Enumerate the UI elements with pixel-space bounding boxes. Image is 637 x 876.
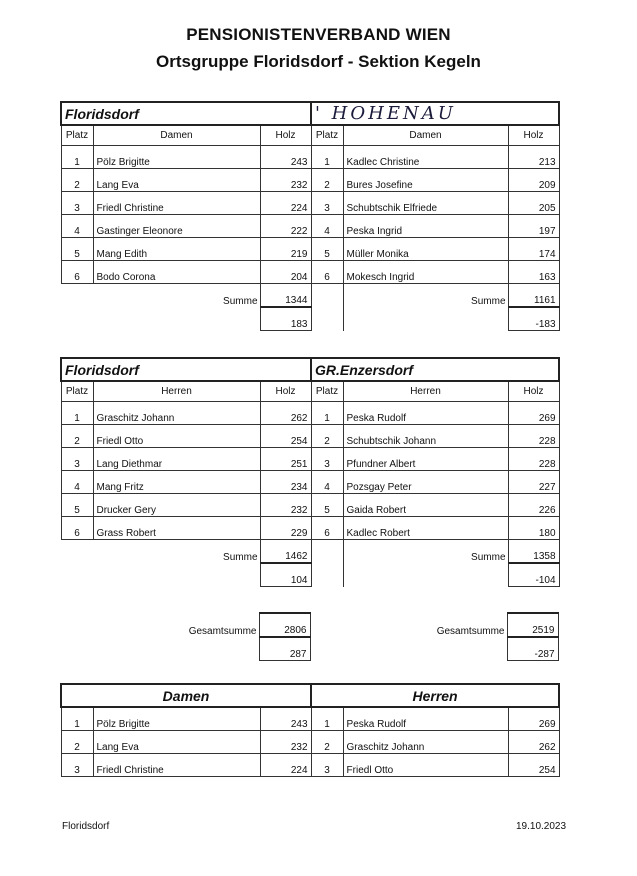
col-header-herren: Herren xyxy=(93,381,260,402)
name-cell: Friedl Otto xyxy=(93,425,260,448)
name-cell: Peska Rudolf xyxy=(343,707,508,731)
name-cell: Graschitz Johann xyxy=(343,731,508,754)
table-row xyxy=(61,169,559,192)
difference-value: 104 xyxy=(260,563,311,587)
platz-cell: 6 xyxy=(311,517,343,540)
holz-cell: 180 xyxy=(508,517,559,540)
holz-cell: 219 xyxy=(260,238,311,261)
gesamtsumme-table xyxy=(60,612,559,661)
platz-cell: 3 xyxy=(311,192,343,215)
name-cell: Mokesch Ingrid xyxy=(343,261,508,284)
table-row xyxy=(61,754,559,777)
gesamtsumme-label: Gesamtsumme xyxy=(436,626,505,637)
footer-location: Floridsdorf xyxy=(62,821,110,832)
herren-right-team: GR.Enzersdorf xyxy=(311,358,559,381)
platz-cell: 2 xyxy=(311,731,343,754)
best-herren-title: Herren xyxy=(311,684,559,707)
platz-cell: 1 xyxy=(61,402,93,425)
holz-cell: 232 xyxy=(260,731,311,754)
name-cell: Pölz Brigitte xyxy=(93,707,260,731)
table-row xyxy=(61,731,559,754)
col-header-damen: Damen xyxy=(93,125,260,146)
platz-cell: 4 xyxy=(311,471,343,494)
name-cell: Friedl Otto xyxy=(343,754,508,777)
platz-cell: 3 xyxy=(61,192,93,215)
platz-cell: 2 xyxy=(61,731,93,754)
holz-cell: 262 xyxy=(260,402,311,425)
gesamtsumme-difference: -287 xyxy=(507,637,558,661)
holz-cell: 224 xyxy=(260,754,311,777)
holz-cell: 213 xyxy=(508,146,559,169)
platz-cell: 1 xyxy=(61,707,93,731)
name-cell: Peska Ingrid xyxy=(343,215,508,238)
table-row xyxy=(61,494,559,517)
holz-cell: 226 xyxy=(508,494,559,517)
platz-cell: 1 xyxy=(311,402,343,425)
name-cell: Drucker Gery xyxy=(93,494,260,517)
platz-cell: 1 xyxy=(311,707,343,731)
holz-cell: 243 xyxy=(260,146,311,169)
platz-cell: 5 xyxy=(61,494,93,517)
gesamtsumme-difference: 287 xyxy=(259,637,310,661)
summe-value: 1462 xyxy=(260,540,311,564)
summe-value: 1358 xyxy=(508,540,559,564)
table-row xyxy=(61,261,559,284)
page-subtitle: Ortsgruppe Floridsdorf - Sektion Kegeln xyxy=(156,52,481,71)
name-cell: Peska Rudolf xyxy=(343,402,508,425)
name-cell: Friedl Christine xyxy=(93,192,260,215)
col-header-holz: Holz xyxy=(508,381,559,402)
name-cell: Pölz Brigitte xyxy=(93,146,260,169)
table-row xyxy=(61,215,559,238)
best-players-table xyxy=(60,683,560,777)
holz-cell: 228 xyxy=(508,425,559,448)
col-header-herren: Herren xyxy=(343,381,508,402)
gesamtsumme-value: 2519 xyxy=(507,613,558,637)
name-cell: Schubtschik Elfriede xyxy=(343,192,508,215)
holz-cell: 269 xyxy=(508,707,559,731)
name-cell: Pfundner Albert xyxy=(343,448,508,471)
holz-cell: 251 xyxy=(260,448,311,471)
table-row xyxy=(61,471,559,494)
platz-cell: 4 xyxy=(61,215,93,238)
col-header-holz: Holz xyxy=(260,381,311,402)
name-cell: Pozsgay Peter xyxy=(343,471,508,494)
name-cell: Lang Diethmar xyxy=(93,448,260,471)
col-header-platz: Platz xyxy=(311,381,343,402)
platz-cell: 2 xyxy=(61,169,93,192)
platz-cell: 6 xyxy=(311,261,343,284)
summe-label: Summe xyxy=(471,296,506,307)
name-cell: Schubtschik Johann xyxy=(343,425,508,448)
platz-cell: 6 xyxy=(61,261,93,284)
platz-cell: 3 xyxy=(61,448,93,471)
page-title: PENSIONISTENVERBAND WIEN xyxy=(186,25,451,44)
table-row xyxy=(61,707,559,731)
name-cell: Kadlec Robert xyxy=(343,517,508,540)
name-cell: Kadlec Christine xyxy=(343,146,508,169)
holz-cell: 254 xyxy=(508,754,559,777)
table-row xyxy=(61,192,559,215)
gesamtsumme-value: 2806 xyxy=(259,613,310,637)
herren-match-table xyxy=(60,357,560,587)
gesamtsumme-label: Gesamtsumme xyxy=(188,626,257,637)
col-header-platz: Platz xyxy=(61,381,93,402)
table-row xyxy=(61,402,559,425)
name-cell: Bodo Corona xyxy=(93,261,260,284)
table-row xyxy=(61,517,559,540)
col-header-platz: Platz xyxy=(61,125,93,146)
summe-value: 1344 xyxy=(260,284,311,308)
platz-cell: 4 xyxy=(311,215,343,238)
name-cell: Friedl Christine xyxy=(93,754,260,777)
platz-cell: 1 xyxy=(311,146,343,169)
holz-cell: 174 xyxy=(508,238,559,261)
col-header-damen: Damen xyxy=(343,125,508,146)
platz-cell: 3 xyxy=(311,754,343,777)
name-cell: Gastinger Eleonore xyxy=(93,215,260,238)
holz-cell: 232 xyxy=(260,494,311,517)
summe-value: 1161 xyxy=(508,284,559,308)
platz-cell: 2 xyxy=(311,169,343,192)
holz-cell: 229 xyxy=(260,517,311,540)
col-header-holz: Holz xyxy=(260,125,311,146)
holz-cell: 222 xyxy=(260,215,311,238)
platz-cell: 2 xyxy=(61,425,93,448)
damen-left-team: Floridsdorf xyxy=(61,102,311,125)
platz-cell: 4 xyxy=(61,471,93,494)
best-damen-title: Damen xyxy=(61,684,311,707)
difference-value: 183 xyxy=(260,307,311,331)
table-row xyxy=(61,238,559,261)
name-cell: Mang Fritz xyxy=(93,471,260,494)
platz-cell: 6 xyxy=(61,517,93,540)
platz-cell: 1 xyxy=(61,146,93,169)
name-cell: Gaida Robert xyxy=(343,494,508,517)
difference-value: -183 xyxy=(508,307,559,331)
platz-cell: 5 xyxy=(311,238,343,261)
holz-cell: 254 xyxy=(260,425,311,448)
holz-cell: 234 xyxy=(260,471,311,494)
name-cell: Grass Robert xyxy=(93,517,260,540)
summe-label: Summe xyxy=(223,296,258,307)
col-header-holz: Holz xyxy=(508,125,559,146)
name-cell: Bures Josefine xyxy=(343,169,508,192)
holz-cell: 204 xyxy=(260,261,311,284)
platz-cell: 5 xyxy=(311,494,343,517)
herren-left-team: Floridsdorf xyxy=(61,358,311,381)
damen-match-table xyxy=(60,101,560,331)
holz-cell: 269 xyxy=(508,402,559,425)
name-cell: Müller Monika xyxy=(343,238,508,261)
holz-cell: 243 xyxy=(260,707,311,731)
col-header-platz: Platz xyxy=(311,125,343,146)
holz-cell: 224 xyxy=(260,192,311,215)
name-cell: Graschitz Johann xyxy=(93,402,260,425)
holz-cell: 209 xyxy=(508,169,559,192)
platz-cell: 2 xyxy=(311,425,343,448)
platz-cell: 3 xyxy=(311,448,343,471)
holz-cell: 232 xyxy=(260,169,311,192)
holz-cell: 228 xyxy=(508,448,559,471)
summe-label: Summe xyxy=(223,552,258,563)
summe-label: Summe xyxy=(471,552,506,563)
holz-cell: 197 xyxy=(508,215,559,238)
name-cell: Mang Edith xyxy=(93,238,260,261)
holz-cell: 227 xyxy=(508,471,559,494)
name-cell: Lang Eva xyxy=(93,169,260,192)
damen-right-team: ' HOHENAU xyxy=(311,102,559,125)
holz-cell: 163 xyxy=(508,261,559,284)
difference-value: -104 xyxy=(508,563,559,587)
table-row xyxy=(61,425,559,448)
footer-date: 19.10.2023 xyxy=(516,821,567,832)
name-cell: Lang Eva xyxy=(93,731,260,754)
holz-cell: 205 xyxy=(508,192,559,215)
platz-cell: 3 xyxy=(61,754,93,777)
table-row xyxy=(61,146,559,169)
table-row xyxy=(61,448,559,471)
platz-cell: 5 xyxy=(61,238,93,261)
holz-cell: 262 xyxy=(508,731,559,754)
